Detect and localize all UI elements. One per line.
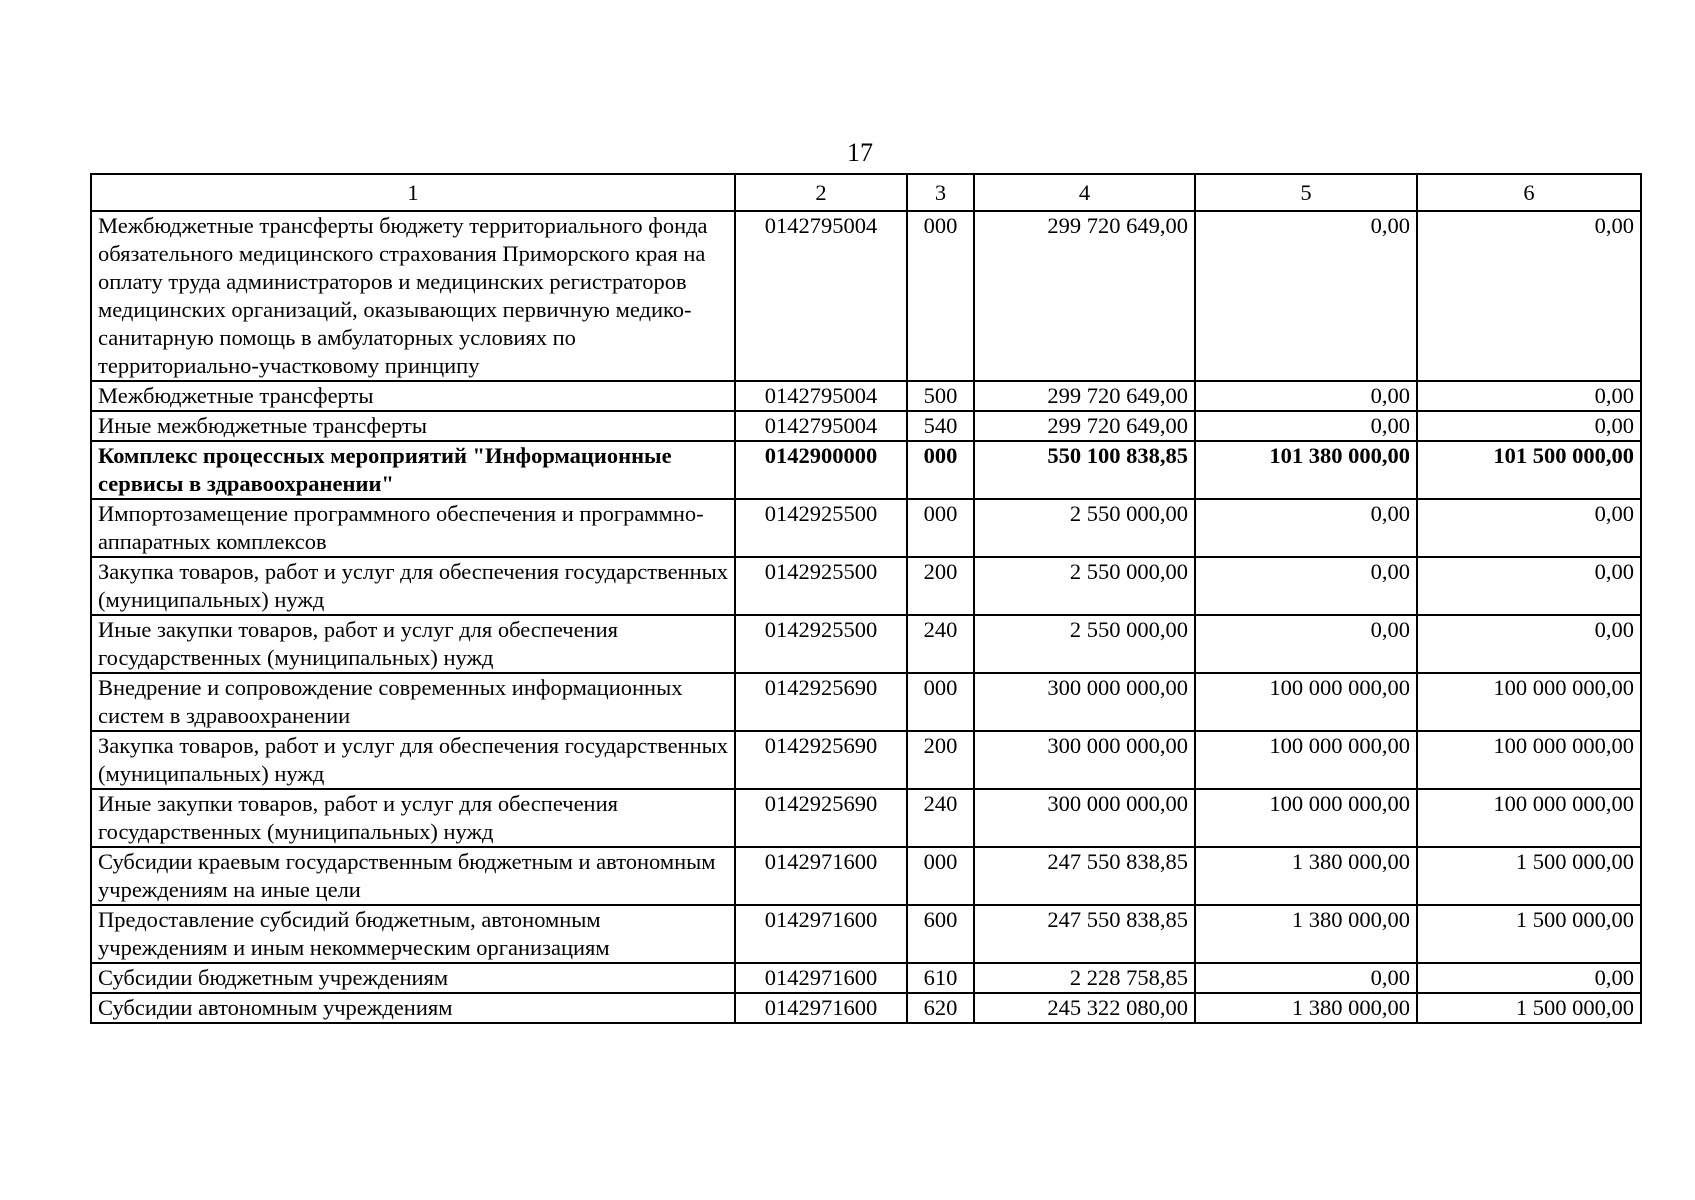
table-row — [91, 731, 1641, 789]
row-name-cell: Закупка товаров, работ и услуг для обеспечения государственных (муниципальных) нужд — [91, 557, 735, 615]
row-value-col6-cell: 1 500 000,00 — [1417, 847, 1641, 905]
row-value-col5-cell: 0,00 — [1195, 615, 1417, 673]
row-value-col6-cell: 101 500 000,00 — [1417, 441, 1641, 499]
row-value-col6-cell: 0,00 — [1417, 411, 1641, 441]
row-value-col4-cell: 299 720 649,00 — [974, 411, 1195, 441]
table-body — [91, 211, 1641, 1023]
row-value-col4-cell: 300 000 000,00 — [974, 673, 1195, 731]
row-value-col5-cell: 101 380 000,00 — [1195, 441, 1417, 499]
row-type-cell: 000 — [907, 847, 974, 905]
row-code-cell: 0142925690 — [735, 789, 907, 847]
table-row — [91, 557, 1641, 615]
row-code-cell: 0142925500 — [735, 615, 907, 673]
row-value-col4-cell: 2 228 758,85 — [974, 963, 1195, 993]
row-value-col4-cell: 247 550 838,85 — [974, 905, 1195, 963]
row-value-col4-cell: 300 000 000,00 — [974, 789, 1195, 847]
row-name-cell: Межбюджетные трансферты бюджету территориального фонда обязательного медицинского страхования Приморского края на оплату труда администраторов и медицинских регистраторов медицинских организаций, оказывающих первичную медико-санитарную помощь в амбулаторных условиях по территориально-участковому принципу — [91, 211, 735, 381]
column-header-1: 1 — [91, 174, 735, 211]
row-value-col4-cell: 299 720 649,00 — [974, 211, 1195, 381]
row-value-col6-cell: 0,00 — [1417, 615, 1641, 673]
table-row — [91, 441, 1641, 499]
row-type-cell: 540 — [907, 411, 974, 441]
row-code-cell: 0142795004 — [735, 211, 907, 381]
row-value-col4-cell: 247 550 838,85 — [974, 847, 1195, 905]
row-value-col5-cell: 1 380 000,00 — [1195, 993, 1417, 1023]
row-name-cell: Закупка товаров, работ и услуг для обеспечения государственных (муниципальных) нужд — [91, 731, 735, 789]
row-code-cell: 0142925500 — [735, 557, 907, 615]
row-value-col5-cell: 100 000 000,00 — [1195, 731, 1417, 789]
table-row — [91, 615, 1641, 673]
row-name-cell: Внедрение и сопровождение современных информационных систем в здравоохранении — [91, 673, 735, 731]
row-code-cell: 0142900000 — [735, 441, 907, 499]
row-value-col6-cell: 1 500 000,00 — [1417, 905, 1641, 963]
row-value-col5-cell: 0,00 — [1195, 411, 1417, 441]
row-value-col5-cell: 0,00 — [1195, 211, 1417, 381]
row-value-col4-cell: 2 550 000,00 — [974, 499, 1195, 557]
row-type-cell: 200 — [907, 557, 974, 615]
table-row — [91, 499, 1641, 557]
column-header-4: 4 — [974, 174, 1195, 211]
row-value-col5-cell: 100 000 000,00 — [1195, 789, 1417, 847]
row-value-col5-cell: 0,00 — [1195, 381, 1417, 411]
row-value-col6-cell: 0,00 — [1417, 499, 1641, 557]
row-code-cell: 0142971600 — [735, 847, 907, 905]
table-row — [91, 411, 1641, 441]
row-name-cell: Комплекс процессных мероприятий "Информационные сервисы в здравоохранении" — [91, 441, 735, 499]
table-row — [91, 381, 1641, 411]
table-row — [91, 847, 1641, 905]
row-type-cell: 000 — [907, 499, 974, 557]
row-value-col6-cell: 100 000 000,00 — [1417, 731, 1641, 789]
row-type-cell: 000 — [907, 673, 974, 731]
column-header-5: 5 — [1195, 174, 1417, 211]
row-code-cell: 0142925690 — [735, 731, 907, 789]
row-value-col4-cell: 300 000 000,00 — [974, 731, 1195, 789]
row-type-cell: 000 — [907, 211, 974, 381]
row-code-cell: 0142925690 — [735, 673, 907, 731]
row-code-cell: 0142925500 — [735, 499, 907, 557]
row-name-cell: Субсидии краевым государственным бюджетным и автономным учреждениям на иные цели — [91, 847, 735, 905]
page-number: 17 — [847, 138, 873, 167]
table-row — [91, 211, 1641, 381]
row-value-col6-cell: 100 000 000,00 — [1417, 789, 1641, 847]
row-type-cell: 610 — [907, 963, 974, 993]
row-value-col4-cell: 245 322 080,00 — [974, 993, 1195, 1023]
column-header-2: 2 — [735, 174, 907, 211]
row-value-col4-cell: 550 100 838,85 — [974, 441, 1195, 499]
row-value-col5-cell: 0,00 — [1195, 963, 1417, 993]
column-header-3: 3 — [907, 174, 974, 211]
row-value-col6-cell: 0,00 — [1417, 211, 1641, 381]
row-value-col6-cell: 100 000 000,00 — [1417, 673, 1641, 731]
row-name-cell: Субсидии автономным учреждениям — [91, 993, 735, 1023]
row-value-col5-cell: 1 380 000,00 — [1195, 905, 1417, 963]
row-value-col4-cell: 2 550 000,00 — [974, 615, 1195, 673]
row-value-col5-cell: 1 380 000,00 — [1195, 847, 1417, 905]
row-code-cell: 0142795004 — [735, 381, 907, 411]
row-value-col4-cell: 299 720 649,00 — [974, 381, 1195, 411]
table-row — [91, 905, 1641, 963]
row-name-cell: Импортозамещение программного обеспечения и программно-аппаратных комплексов — [91, 499, 735, 557]
row-code-cell: 0142795004 — [735, 411, 907, 441]
row-value-col6-cell: 1 500 000,00 — [1417, 993, 1641, 1023]
row-type-cell: 000 — [907, 441, 974, 499]
table-row — [91, 673, 1641, 731]
row-value-col5-cell: 0,00 — [1195, 499, 1417, 557]
row-name-cell: Субсидии бюджетным учреждениям — [91, 963, 735, 993]
row-code-cell: 0142971600 — [735, 993, 907, 1023]
row-name-cell: Иные закупки товаров, работ и услуг для обеспечения государственных (муниципальных) нужд — [91, 789, 735, 847]
row-value-col5-cell: 0,00 — [1195, 557, 1417, 615]
row-type-cell: 200 — [907, 731, 974, 789]
table-row — [91, 993, 1641, 1023]
row-type-cell: 240 — [907, 789, 974, 847]
row-value-col6-cell: 0,00 — [1417, 381, 1641, 411]
row-code-cell: 0142971600 — [735, 963, 907, 993]
budget-table — [90, 173, 1642, 1024]
table-row — [91, 789, 1641, 847]
header-row — [91, 174, 1641, 211]
row-type-cell: 240 — [907, 615, 974, 673]
row-value-col6-cell: 0,00 — [1417, 963, 1641, 993]
row-value-col4-cell: 2 550 000,00 — [974, 557, 1195, 615]
column-header-6: 6 — [1417, 174, 1641, 211]
row-type-cell: 500 — [907, 381, 974, 411]
row-type-cell: 600 — [907, 905, 974, 963]
row-name-cell: Межбюджетные трансферты — [91, 381, 735, 411]
row-value-col6-cell: 0,00 — [1417, 557, 1641, 615]
table-row — [91, 963, 1641, 993]
row-type-cell: 620 — [907, 993, 974, 1023]
row-name-cell: Иные закупки товаров, работ и услуг для обеспечения государственных (муниципальных) нужд — [91, 615, 735, 673]
row-name-cell: Предоставление субсидий бюджетным, автономным учреждениям и иным некоммерческим организациям — [91, 905, 735, 963]
row-name-cell: Иные межбюджетные трансферты — [91, 411, 735, 441]
row-value-col5-cell: 100 000 000,00 — [1195, 673, 1417, 731]
row-code-cell: 0142971600 — [735, 905, 907, 963]
